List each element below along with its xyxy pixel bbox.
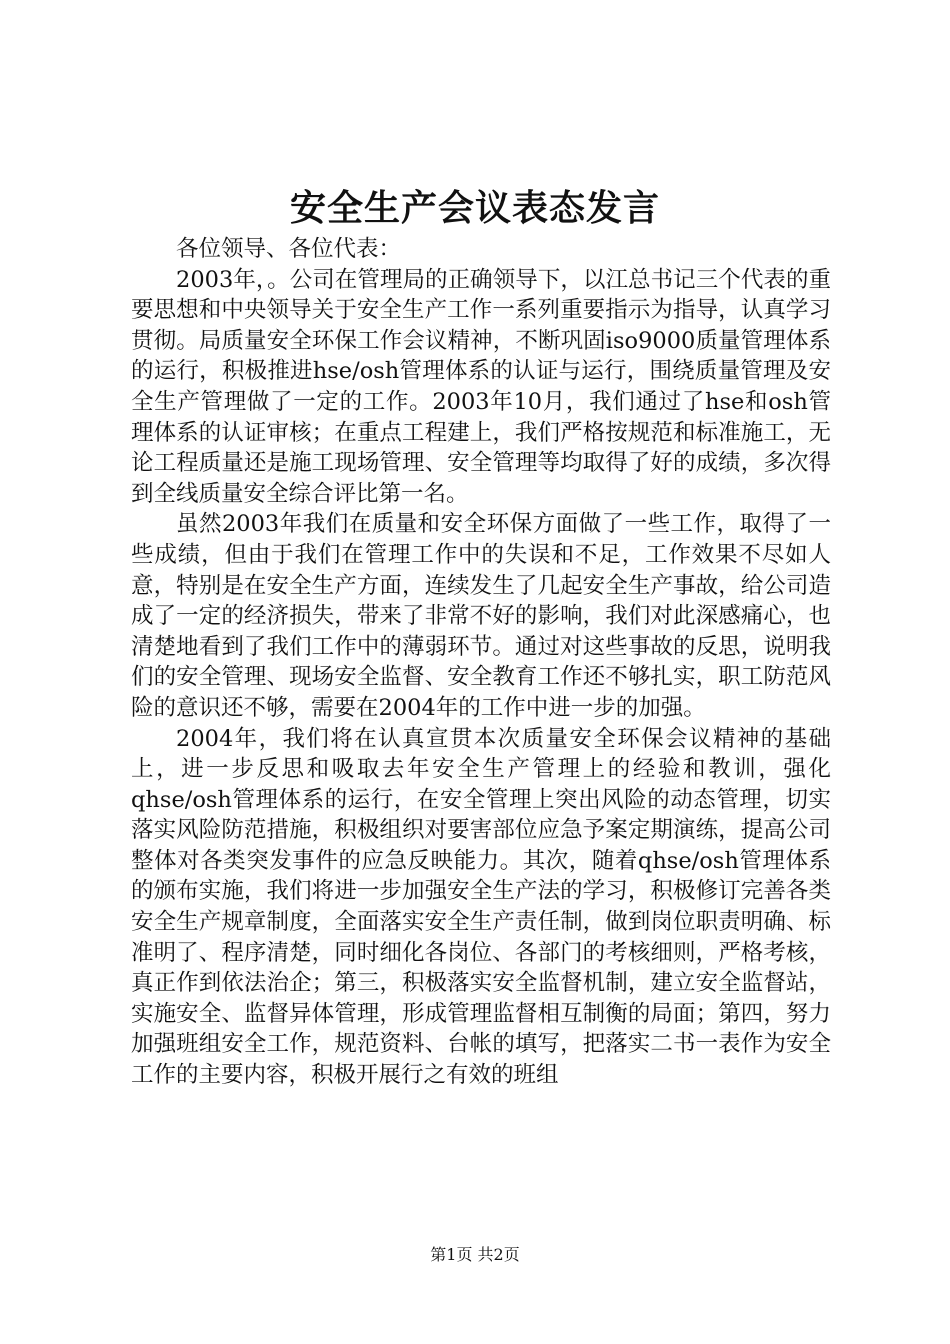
salutation-paragraph: 各位领导、各位代表： [176, 236, 402, 262]
page-number-footer: 第1页 共2页 [430, 1245, 520, 1264]
body-paragraph-3: 2004年，我们将在认真宣贯本次质量安全环保会议精神的基础上，进一步反思和吸取去年安全生产管理上的经验和教训，强化qhse/osh管理体系的运行，在安全管理上突出风险的动态管理，切实落实风险防范措施，积极组织对要害部位应急予案定期演练，提高公司整体对各类突发事件的应急反映能力。其次，随着qhse/osh管理体系的颁布实施，我们将进一步加强安全生产法的学习，积极修订完善各类安全生产规章制度，全面落实安全生产责任制，做到岗位职责明确、标准明了、程序清楚，同时细化各岗位、各部门的考核细则，严格考核，真正作到依法治企；第三，积极落实安全监督机制，建立安全监督站，实施安全、监督异体管理，形成管理监督相互制衡的局面；第四，努力加强班组安全工作，规范资料、台帐的填写，把落实二书一表作为安全工作的主要内容，积极开展行之有效的班组 [131, 725, 831, 1089]
document-title: 安全生产会议表态发言 [289, 187, 660, 229]
body-paragraph-1: 2003年，。公司在管理局的正确领导下，以江总书记三个代表的重要思想和中央领导关于安全生产工作一系列重要指示为指导，认真学习贯彻。局质量安全环保工作会议精神，不断巩固iso9000质量管理体系的运行，积极推进hse/osh管理体系的认证与运行，围绕质量管理及安全生产管理做了一定的工作。2003年10月，我们通过了hse和osh管理体系的认证审核；在重点工程建上，我们严格按规范和标准施工，无论工程质量还是施工现场管理、安全管理等均取得了好的成绩，多次得到全线质量安全综合评比第一名。 [131, 266, 831, 507]
document-body [131, 234, 831, 1091]
body-paragraph-2: 虽然2003年我们在质量和安全环保方面做了一些工作，取得了一些成绩，但由于我们在管理工作中的失误和不足，工作效果不尽如人意，特别是在安全生产方面，连续发生了几起安全生产事故，给公司造成了一定的经济损失，带来了非常不好的影响，我们对此深感痛心，也清楚地看到了我们工作中的薄弱环节。通过对这些事故的反思，说明我们的安全管理、现场安全监督、安全教育工作还不够扎实，职工防范风险的意识还不够，需要在2004年的工作中进一步的加强。 [131, 511, 831, 721]
